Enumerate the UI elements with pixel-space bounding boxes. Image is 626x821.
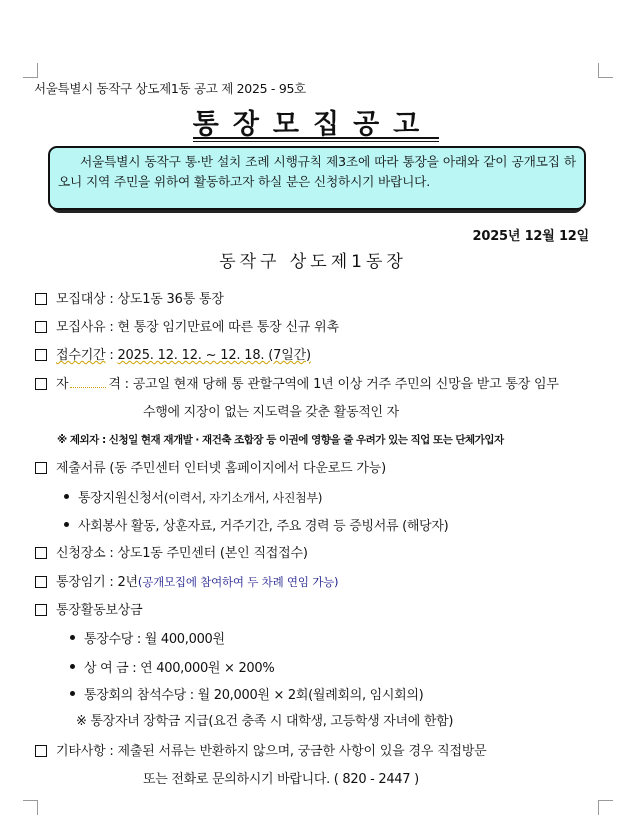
bullet-icon — [70, 691, 75, 696]
announcement-number: 서울특별시 동작구 상도제1동 공고 제 2025 - 95호 — [34, 81, 306, 96]
documents-sub-2 — [64, 515, 448, 534]
reward-sub-4: ※ 통장자녀 장학금 지급(요건 충족 시 대학생, 고등학생 자녀에 한함) — [76, 714, 454, 729]
item-target: 모집대상 : 상도1동 36통 통장 — [35, 288, 224, 307]
sub-text: 상 여 금 : 연 400,000원 × 200% — [84, 661, 275, 676]
item-value: 제출된 서류는 반환하지 않으며, 궁금한 사항이 있을 경우 직접방문 — [117, 744, 487, 759]
spacer-dots — [70, 377, 106, 388]
item-label: 기타사항 — [56, 744, 106, 759]
sub-text: 통장회의 참석수당 : 월 20,000원 × 2회(월례회의, 임시회의) — [84, 688, 424, 703]
item-label: 신청장소 — [56, 546, 106, 561]
notice-text: 서울특별시 동작구 통·반 설치 조례 시행규칙 제3조에 따라 통장을 아래와 같이 공개모집 하오니 지역 주민을 위하여 활동하고자 하실 분은 신청하시기 바랍니다. — [58, 154, 576, 189]
item-label: 통장임기 — [56, 575, 106, 590]
item-documents — [35, 457, 386, 476]
checkbox-icon — [35, 349, 47, 361]
checkbox-icon — [35, 604, 47, 616]
title-underline — [193, 137, 439, 139]
checkbox-icon — [35, 462, 47, 474]
bullet-icon — [64, 494, 69, 499]
page-corner-mark — [598, 63, 613, 78]
page-corner-mark — [23, 63, 38, 78]
item-value: 현 통장 임기만료에 따른 통장 신규 위촉 — [117, 320, 339, 335]
sub-paren: (이력서, 자기소개서, 사진첨부) — [163, 491, 323, 505]
announcement-date: 2025년 12월 12일 — [472, 229, 589, 244]
bullet-icon — [70, 664, 75, 669]
item-label: 제출서류 — [56, 461, 106, 476]
item-label: 격 — [108, 377, 121, 392]
title-underline — [193, 141, 439, 142]
item-value: 상도1동 주민센터 (본인 직접접수) — [117, 546, 308, 561]
item-reason: 모집사유 : 현 통장 임기만료에 따른 통장 신규 위촉 — [35, 316, 339, 335]
other-line-2: 또는 전화로 문의하시기 바랍니다. ( 820 - 2447 ) — [143, 772, 419, 787]
reward-sub-2 — [70, 657, 274, 676]
page-title: 통장모집공고 — [192, 109, 434, 140]
checkbox-icon — [35, 745, 47, 757]
checkbox-icon — [35, 576, 47, 588]
bullet-icon — [70, 635, 75, 640]
item-qualification: 자 격 : 공고일 현재 당해 통 관할구역에 1년 이상 거주 주민의 신망을 받고 통장 임무 — [35, 373, 559, 392]
page-corner-mark — [23, 800, 38, 815]
item-term: 통장임기 : 2년(공개모집에 참여하여 두 차례 연임 가능) — [35, 571, 338, 590]
item-value: 2025. 12. 12. ~ 12. 18. (7일간) — [117, 348, 311, 363]
checkbox-icon — [35, 378, 47, 390]
notice-panel — [48, 146, 586, 210]
item-period: 접수기간 : 2025. 12. 12. ~ 12. 18. (7일간) — [35, 344, 311, 363]
reward-sub-1 — [70, 628, 225, 647]
item-label: 통장활동보상금 — [56, 603, 143, 618]
item-value: 상도1동 36통 통장 — [117, 292, 224, 307]
item-label: 모집사유 — [56, 320, 106, 335]
item-value: 2년 — [117, 575, 138, 590]
sub-text: 통장수당 : 월 400,000원 — [84, 632, 225, 647]
checkbox-icon — [35, 293, 47, 305]
item-reward — [35, 599, 143, 618]
sub-text: 사회봉사 활동, 상훈자료, 거주기간, 주요 경력 등 증빙서류 (해당자) — [78, 519, 449, 534]
sub-text: 통장지원신청서 — [78, 491, 164, 506]
term-note: (공개모집에 참여하여 두 차례 연임 가능) — [137, 575, 339, 589]
notice-box — [48, 146, 586, 214]
exclusion-note: ※ 제외자 : 신청일 현재 재개발 · 재건축 조합장 등 이권에 영향을 줄 우려가 있는 직업 또는 단체가입자 — [57, 434, 504, 446]
item-other: 기타사항 : 제출된 서류는 반환하지 않으며, 궁금한 사항이 있을 경우 직접방문 — [35, 740, 487, 759]
page-corner-mark — [598, 800, 613, 815]
item-label: 자 — [56, 377, 69, 392]
qualification-line-2: 수행에 지장이 없는 지도력을 갖춘 활동적인 자 — [143, 405, 399, 420]
checkbox-icon — [35, 547, 47, 559]
documents-sub-1 — [64, 487, 322, 506]
item-label: 모집대상 — [56, 292, 106, 307]
item-value: 공고일 현재 당해 통 관할구역에 1년 이상 거주 주민의 신망을 받고 통장 임무 — [132, 377, 559, 392]
item-label: 접수기간 — [56, 348, 106, 363]
item-place: 신청장소 : 상도1동 주민센터 (본인 직접접수) — [35, 542, 308, 561]
issuing-office: 동작구 상도제1동장 — [219, 252, 407, 272]
reward-sub-3 — [70, 684, 423, 703]
checkbox-icon — [35, 321, 47, 333]
item-value: (동 주민센터 인터넷 홈페이지에서 다운로드 가능) — [109, 461, 386, 476]
bullet-icon — [64, 522, 69, 527]
